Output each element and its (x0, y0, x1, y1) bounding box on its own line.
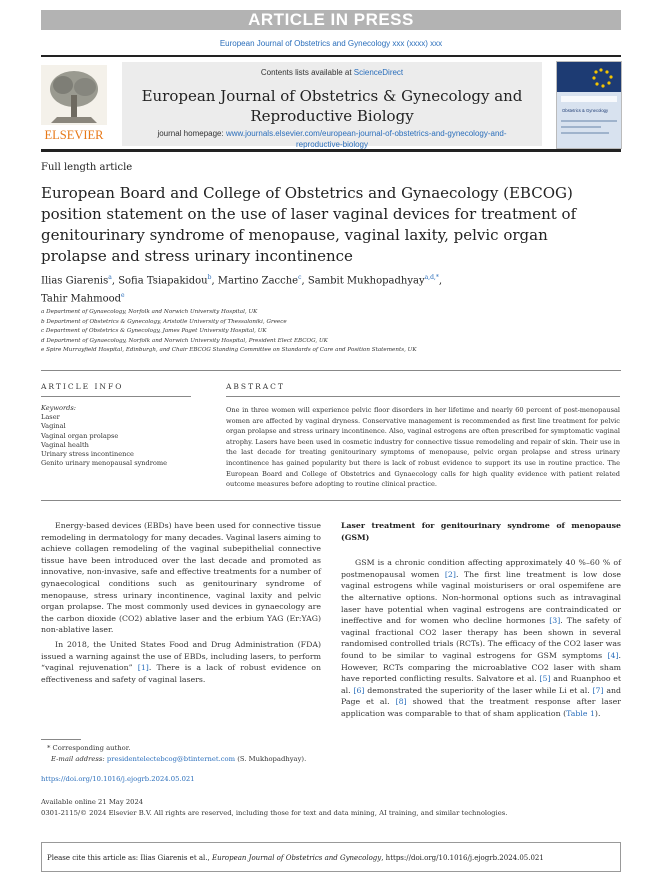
affiliation-item: a Department of Gynaecology, Norfolk and Norwich University Hospital, UK (41, 309, 258, 315)
reference-link[interactable]: [4] (607, 650, 619, 660)
journal-homepage (122, 128, 542, 150)
reference-link[interactable]: [8] (395, 697, 407, 707)
affiliations (41, 308, 601, 356)
affiliation-item: d Department of Gynaecology, Norfolk and Norwich University Hospital, President Elect EBCOG, UK (41, 337, 328, 344)
abstract-heading: ABSTRACT (226, 382, 285, 391)
footnote (41, 743, 341, 765)
author-affiliation-marker[interactable]: a,d,* (424, 274, 439, 281)
table-link[interactable]: Table 1 (566, 708, 595, 718)
keyword-item: Laser (41, 413, 60, 422)
article-info-rule (41, 396, 191, 397)
affiliation-item: c Department of Obstetrics & Gynecology, James Paget University Hospital, UK (41, 328, 267, 334)
elsevier-wordmark: ELSEVIER (44, 128, 104, 142)
email-line (41, 754, 341, 765)
cover-journal-name: Obstetrics & Gynecology (562, 108, 609, 113)
reference-link[interactable]: [6] (353, 685, 365, 695)
header-bottom-rule (41, 149, 621, 152)
paragraph-text: GSM is a chronic condition affecting approximately 40 %–60 % of postmenopausal women (341, 558, 621, 579)
paragraph-text: . However, RCTs comparing the microablative CO2 laser with sham have reported conflicting results. Salvatore et al. (341, 650, 621, 684)
body-right-column (341, 520, 621, 720)
paragraph-text: . There is a lack of robust evidence on effectiveness and safety of vaginal lasers. (41, 663, 322, 684)
affiliation-item: b Department of Obstetrics & Gynecology, Aristotle University of Thessaloniki, Greece (41, 318, 287, 325)
homepage-label: journal homepage: (157, 129, 224, 138)
paragraph-text: and Ruanphoo et al. (341, 674, 621, 695)
journal-cover-image (556, 61, 622, 149)
email-owner: (S. Mukhopadhyay). (237, 755, 307, 763)
author-affiliation-marker[interactable]: c (298, 274, 302, 281)
reference-link[interactable]: [5] (539, 674, 551, 684)
citation-journal: European Journal of Obstetrics and Gynecology (211, 854, 382, 862)
author-name[interactable]: Tahir Mahmood (41, 293, 122, 305)
sciencedirect-link[interactable]: ScienceDirect (353, 68, 404, 77)
journal-reference-link[interactable]: European Journal of Obstetrics and Gynecology xxx (xxxx) xxx (219, 39, 443, 48)
paragraph-text: ). (594, 708, 601, 718)
title-line-3: genitourinary syndrome of menopause, vaginal laxity, pelvic organ (41, 226, 548, 244)
reference-link[interactable]: [7] (592, 685, 604, 695)
reference-link[interactable]: [1] (137, 663, 149, 673)
title-line-4: prolapse and stress urinary incontinence (41, 247, 353, 265)
keyword-item: Genito urinary menopausal syndrome (41, 459, 168, 468)
keywords-block (41, 404, 191, 468)
author-affiliation-marker[interactable]: b (207, 274, 212, 281)
abstract-rule (226, 396, 620, 397)
reference-link[interactable]: [2] (444, 569, 456, 579)
homepage-url-line-2[interactable]: reproductive-biology (295, 140, 369, 149)
author-name[interactable]: Sambit Mukhopadhyay (307, 275, 425, 287)
paragraph-text: In 2018, the United States Food and Drug Administration (FDA) issued a warning against the use of EBDs, including lasers, to perform “vaginal rejuvenation” (41, 639, 321, 673)
citation-doi[interactable]: , https://doi.org/10.1016/j.ejogrb.2024.05.021 (381, 854, 544, 862)
email-label: E-mail address: (51, 755, 105, 763)
email-link[interactable]: presidentelectebcog@btinternet.com (106, 755, 236, 763)
doi-link[interactable]: https://doi.org/10.1016/j.ejogrb.2024.05.021 (41, 775, 195, 783)
journal-title-line-1: European Journal of Obstetrics & Gynecology and (141, 87, 523, 105)
body-paragraph (341, 557, 621, 719)
homepage-url-line-1[interactable]: www.journals.elsevier.com/european-journal-of-obstetrics-and-gynecology-and- (225, 129, 507, 138)
section-heading: Laser treatment for genitourinary syndrome of menopause (GSM) (341, 521, 621, 542)
paragraph-text: and Page et al. (341, 685, 621, 707)
header-top-rule (41, 55, 621, 57)
article-in-press-banner: ARTICLE IN PRESS (41, 10, 621, 30)
article-info-heading: ARTICLE INFO (41, 382, 124, 391)
title-line-1: European Board and College of Obstetrics and Gynaecology (EBCOG) (41, 184, 573, 202)
paragraph-text: demonstrated the superiority of the laser while Li et al. (364, 685, 593, 695)
title-line-2: position statement on the use of laser vaginal devices for treatment of (41, 205, 577, 223)
article-title (41, 183, 601, 267)
paragraph-text: . The safety of vaginal fractional CO2 laser therapy has been shown in several randomised controlled trials (RCTs). The efficacy of the CO2 laser was found to be similar to vaginal estrogens for GSM symptoms (341, 616, 621, 660)
journal-title (122, 86, 542, 126)
available-online-date: Available online 21 May 2024 (41, 798, 144, 806)
keyword-item: Urinary stress incontinence (41, 450, 134, 459)
contents-prefix: Contents lists available at (260, 68, 352, 77)
citation-box (41, 842, 621, 872)
abstract-text: One in three women will experience pelvic floor disorders in her lifetime and nearly 60 percent of post-menopausal women are affected by vaginal dryness. Conservative management is recommended as first line treatment for pelvic organ prolapse and stress urinary incontinence. Also, vaginal estrogens are often prescribed for symptomatic vaginal atrophy. Lasers have been used in cosmetic industry for connective tissue remodeling and repair of skin. Their use in the last decade for treating genitourinary symptoms of menopause, pelvic organ prolapse and stress urinary incontinence has gained popularity but there is lack of robust evidence to support its use in routine practice. The European Board and College of Obstetrics and Gynaecology calls for high quality evidence with patient related outcome measures before adopting to routine clinical practice. (226, 406, 620, 489)
keyword-item: Vaginal organ prolapse (41, 431, 119, 440)
corresponding-author-note: * Corresponding author. (47, 744, 131, 752)
elsevier-logo (41, 65, 107, 143)
abstract-divider (41, 500, 621, 501)
keywords-label: Keywords: (41, 404, 76, 412)
author-list: Ilias Giarenis$^a$, Sofia Tsiapakidou$^b$, Martino Zacche$^c$, Sambit Mukhopadhyay$^{a,d,*}$, Tahir Mahmood$^e$ (41, 274, 443, 305)
author-name[interactable]: Martino Zacche (217, 275, 299, 287)
keyword-item: Vaginal (41, 422, 66, 431)
reference-link[interactable]: [3] (549, 616, 561, 626)
publication-info (41, 797, 641, 819)
paragraph-text: showed that the treatment response after laser application was comparable to that of sham application ( (341, 697, 621, 718)
author-name[interactable]: Ilias Giarenis (41, 275, 109, 287)
affiliation-item: e Spire Murrayfield Hospital, Edinburgh, and Chair EBCOG Standing Committee on Standards of Care and Position Statements, UK (41, 347, 417, 353)
author-affiliation-marker[interactable]: a (108, 274, 112, 281)
body-left-column (41, 520, 321, 685)
journal-title-line-2: Reproductive Biology (250, 107, 414, 125)
affiliation-divider (41, 370, 621, 371)
body-paragraph (41, 639, 321, 685)
keyword-item: Vaginal health (41, 440, 89, 449)
contents-line (122, 68, 542, 77)
body-paragraph: Energy-based devices (EBDs) have been used for connective tissue remodeling in dermatology for many decades. Vaginal lasers aiming to achieve collagen remodeling of the vaginal subepithelial connective tissue have been introduced over the last decade and promoted as innovative, non-invasive, safe and effective treatments for a number of gynaecological conditions such as genitourinary syndrome of menopause, stress urinary incontinence, vaginal laxity and pelvic organ prolapse. The most commonly used devices in gynaecology are the carbon dioxide (CO2) ablative laser and the erbium YAG (Er:YAG) non-ablative laser. (41, 521, 321, 635)
author-name[interactable]: Sofia Tsiapakidou (118, 275, 208, 287)
paragraph-text: . The first line treatment is low dose vaginal estrogens while vaginal moisturisers or oral ospemifene are the alternative options. Non-hormonal options such as intravaginal laser have potential when vaginal estrogens are contraindicated or ineffective and for women who decline hormones (341, 569, 621, 626)
footnote-rule (41, 739, 81, 740)
citation-prefix: Please cite this article as: Ilias Giarenis et al., (47, 854, 212, 862)
article-type: Full length article (41, 162, 133, 173)
author-affiliation-marker[interactable]: e (121, 292, 125, 300)
copyright-line: 0301-2115/© 2024 Elsevier B.V. All rights are reserved, including those for text and data mining, AI training, and similar technologies. (41, 809, 508, 817)
